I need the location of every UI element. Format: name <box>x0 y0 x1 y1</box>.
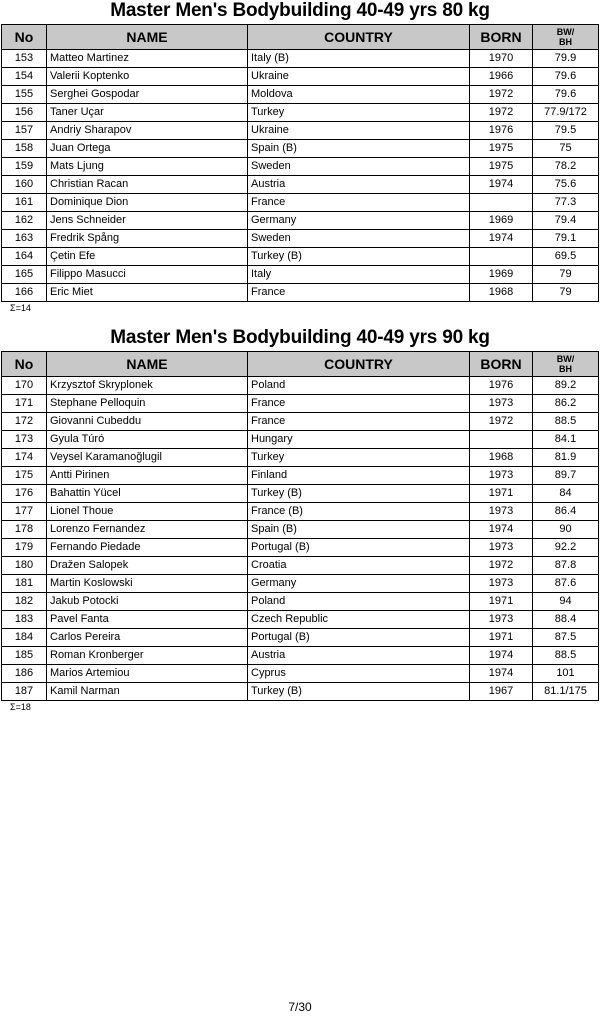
cell-bwbh: 87.8 <box>533 557 599 575</box>
results-table <box>1 351 599 701</box>
cell-born: 1971 <box>470 593 533 611</box>
cell-no: 153 <box>2 50 47 68</box>
cell-name: Veysel Karamanoğlugil <box>47 449 248 467</box>
table-row <box>2 485 599 503</box>
table-row <box>2 86 599 104</box>
cell-country: France (B) <box>248 503 470 521</box>
cell-country: Austria <box>248 647 470 665</box>
table-body <box>2 50 599 302</box>
cell-country: Italy <box>248 266 470 284</box>
cell-born: 1970 <box>470 50 533 68</box>
cell-bwbh: 87.5 <box>533 629 599 647</box>
cell-name: Jens Schneider <box>47 212 248 230</box>
table-row <box>2 176 599 194</box>
cell-name: Taner Uçar <box>47 104 248 122</box>
table-row <box>2 647 599 665</box>
cell-country: Turkey <box>248 449 470 467</box>
cell-bwbh: 86.4 <box>533 503 599 521</box>
cell-bwbh: 89.7 <box>533 467 599 485</box>
cell-no: 186 <box>2 665 47 683</box>
cell-country: France <box>248 413 470 431</box>
cell-no: 171 <box>2 395 47 413</box>
cell-bwbh: 75 <box>533 140 599 158</box>
table-body <box>2 377 599 701</box>
page-number: 7/30 <box>288 1000 312 1014</box>
cell-country: Spain (B) <box>248 140 470 158</box>
cell-born <box>470 431 533 449</box>
cell-no: 158 <box>2 140 47 158</box>
cell-country: Germany <box>248 212 470 230</box>
header-bwbh-top: BW/ <box>556 27 575 37</box>
header-born: BORN <box>470 352 533 377</box>
section-90kg <box>0 327 600 713</box>
cell-no: 179 <box>2 539 47 557</box>
cell-country: Moldova <box>248 86 470 104</box>
cell-born: 1974 <box>470 176 533 194</box>
cell-bwbh: 79.1 <box>533 230 599 248</box>
table-row <box>2 158 599 176</box>
header-bwbh-top: BW/ <box>556 354 575 364</box>
cell-no: 166 <box>2 284 47 302</box>
table-header-row <box>2 352 599 377</box>
cell-name: Fernando Piedade <box>47 539 248 557</box>
table-row <box>2 683 599 701</box>
cell-name: Lorenzo Fernandez <box>47 521 248 539</box>
header-bwbh <box>533 352 599 377</box>
table-row <box>2 266 599 284</box>
cell-bwbh: 79.6 <box>533 86 599 104</box>
cell-name: Dominique Dion <box>47 194 248 212</box>
cell-name: Stephane Pelloquin <box>47 395 248 413</box>
cell-country: France <box>248 395 470 413</box>
cell-born: 1973 <box>470 503 533 521</box>
cell-born: 1969 <box>470 266 533 284</box>
cell-name: Antti Pirinen <box>47 467 248 485</box>
cell-bwbh: 81.1/175 <box>533 683 599 701</box>
cell-no: 164 <box>2 248 47 266</box>
cell-name: Martin Koslowski <box>47 575 248 593</box>
table-row <box>2 557 599 575</box>
cell-country: Ukraine <box>248 68 470 86</box>
cell-country: Portugal (B) <box>248 629 470 647</box>
cell-no: 162 <box>2 212 47 230</box>
cell-born: 1974 <box>470 647 533 665</box>
cell-name: Valerii Koptenko <box>47 68 248 86</box>
cell-born: 1975 <box>470 140 533 158</box>
cell-no: 170 <box>2 377 47 395</box>
cell-bwbh: 88.5 <box>533 413 599 431</box>
cell-born: 1972 <box>470 557 533 575</box>
cell-no: 184 <box>2 629 47 647</box>
cell-born: 1968 <box>470 449 533 467</box>
cell-country: Turkey (B) <box>248 683 470 701</box>
cell-born: 1972 <box>470 104 533 122</box>
cell-bwbh: 77.9/172 <box>533 104 599 122</box>
table-row <box>2 68 599 86</box>
cell-name: Çetin Efe <box>47 248 248 266</box>
cell-no: 183 <box>2 611 47 629</box>
cell-bwbh: 77.3 <box>533 194 599 212</box>
table-row <box>2 611 599 629</box>
cell-name: Bahattin Yücel <box>47 485 248 503</box>
cell-bwbh: 75.6 <box>533 176 599 194</box>
table-row <box>2 521 599 539</box>
cell-name: Carlos Pereira <box>47 629 248 647</box>
cell-no: 163 <box>2 230 47 248</box>
cell-born: 1973 <box>470 539 533 557</box>
header-bwbh-bottom: BH <box>559 37 572 47</box>
cell-country: Cyprus <box>248 665 470 683</box>
cell-bwbh: 101 <box>533 665 599 683</box>
cell-born: 1976 <box>470 122 533 140</box>
cell-country: France <box>248 194 470 212</box>
cell-bwbh: 79 <box>533 284 599 302</box>
table-row <box>2 50 599 68</box>
cell-no: 160 <box>2 176 47 194</box>
cell-name: Eric Miet <box>47 284 248 302</box>
cell-name: Giovanni Cubeddu <box>47 413 248 431</box>
cell-bwbh: 79.6 <box>533 68 599 86</box>
cell-country: Finland <box>248 467 470 485</box>
cell-born: 1973 <box>470 467 533 485</box>
cell-bwbh: 84 <box>533 485 599 503</box>
cell-bwbh: 79.9 <box>533 50 599 68</box>
cell-born: 1973 <box>470 611 533 629</box>
cell-name: Marios Artemiou <box>47 665 248 683</box>
table-row <box>2 212 599 230</box>
competitor-count: Σ=18 <box>10 702 31 712</box>
cell-bwbh: 78.2 <box>533 158 599 176</box>
cell-no: 182 <box>2 593 47 611</box>
table-row <box>2 413 599 431</box>
cell-bwbh: 79.5 <box>533 122 599 140</box>
table-row <box>2 395 599 413</box>
header-bwbh <box>533 25 599 50</box>
cell-country: Croatia <box>248 557 470 575</box>
cell-name: Roman Kronberger <box>47 647 248 665</box>
table-row <box>2 230 599 248</box>
cell-bwbh: 69.5 <box>533 248 599 266</box>
cell-no: 181 <box>2 575 47 593</box>
cell-name: Gyula Túró <box>47 431 248 449</box>
cell-bwbh: 87.6 <box>533 575 599 593</box>
cell-bwbh: 86.2 <box>533 395 599 413</box>
cell-bwbh: 84.1 <box>533 431 599 449</box>
cell-no: 159 <box>2 158 47 176</box>
table-row <box>2 284 599 302</box>
cell-country: Turkey (B) <box>248 485 470 503</box>
table-row <box>2 575 599 593</box>
table-row <box>2 449 599 467</box>
cell-country: Germany <box>248 575 470 593</box>
header-name: NAME <box>47 25 248 50</box>
cell-no: 180 <box>2 557 47 575</box>
cell-bwbh: 90 <box>533 521 599 539</box>
cell-name: Fredrik Spång <box>47 230 248 248</box>
cell-bwbh: 79 <box>533 266 599 284</box>
table-row <box>2 140 599 158</box>
table-row <box>2 539 599 557</box>
cell-no: 172 <box>2 413 47 431</box>
cell-name: Dražen Salopek <box>47 557 248 575</box>
cell-country: Turkey <box>248 104 470 122</box>
cell-country: Sweden <box>248 230 470 248</box>
cell-no: 177 <box>2 503 47 521</box>
cell-bwbh: 89.2 <box>533 377 599 395</box>
cell-born: 1973 <box>470 575 533 593</box>
cell-no: 154 <box>2 68 47 86</box>
cell-country: Czech Republic <box>248 611 470 629</box>
cell-born: 1971 <box>470 629 533 647</box>
cell-born: 1972 <box>470 86 533 104</box>
cell-bwbh: 88.5 <box>533 647 599 665</box>
competitor-count: Σ=14 <box>10 303 31 313</box>
cell-name: Serghei Gospodar <box>47 86 248 104</box>
cell-no: 176 <box>2 485 47 503</box>
table-row <box>2 467 599 485</box>
table-row <box>2 194 599 212</box>
table-row <box>2 503 599 521</box>
cell-bwbh: 92.2 <box>533 539 599 557</box>
cell-no: 165 <box>2 266 47 284</box>
cell-country: Sweden <box>248 158 470 176</box>
cell-country: Austria <box>248 176 470 194</box>
cell-country: Turkey (B) <box>248 248 470 266</box>
table-row <box>2 665 599 683</box>
cell-country: Hungary <box>248 431 470 449</box>
cell-no: 157 <box>2 122 47 140</box>
cell-born: 1966 <box>470 68 533 86</box>
section-title: Master Men's Bodybuilding 40-49 yrs 90 kg <box>110 327 490 348</box>
cell-no: 173 <box>2 431 47 449</box>
cell-born: 1975 <box>470 158 533 176</box>
cell-country: Poland <box>248 377 470 395</box>
cell-born: 1974 <box>470 230 533 248</box>
cell-born: 1968 <box>470 284 533 302</box>
cell-born <box>470 194 533 212</box>
cell-born: 1973 <box>470 395 533 413</box>
cell-country: Italy (B) <box>248 50 470 68</box>
results-table <box>1 24 599 302</box>
cell-born: 1974 <box>470 665 533 683</box>
cell-name: Lionel Thoue <box>47 503 248 521</box>
cell-bwbh: 94 <box>533 593 599 611</box>
cell-no: 174 <box>2 449 47 467</box>
table-row <box>2 593 599 611</box>
cell-country: Portugal (B) <box>248 539 470 557</box>
cell-country: France <box>248 284 470 302</box>
header-no: No <box>2 25 47 50</box>
cell-bwbh: 79.4 <box>533 212 599 230</box>
cell-no: 185 <box>2 647 47 665</box>
cell-name: Matteo Martinez <box>47 50 248 68</box>
cell-country: Poland <box>248 593 470 611</box>
cell-born: 1971 <box>470 485 533 503</box>
header-born: BORN <box>470 25 533 50</box>
cell-name: Krzysztof Skryplonek <box>47 377 248 395</box>
cell-name: Andriy Sharapov <box>47 122 248 140</box>
cell-country: Spain (B) <box>248 521 470 539</box>
table-row <box>2 431 599 449</box>
cell-country: Ukraine <box>248 122 470 140</box>
cell-bwbh: 81.9 <box>533 449 599 467</box>
header-no: No <box>2 352 47 377</box>
cell-no: 156 <box>2 104 47 122</box>
cell-born: 1969 <box>470 212 533 230</box>
cell-born <box>470 248 533 266</box>
cell-born: 1974 <box>470 521 533 539</box>
cell-no: 175 <box>2 467 47 485</box>
section-80kg <box>0 0 600 314</box>
cell-bwbh: 88.4 <box>533 611 599 629</box>
header-country: COUNTRY <box>248 352 470 377</box>
cell-name: Juan Ortega <box>47 140 248 158</box>
cell-born: 1967 <box>470 683 533 701</box>
cell-name: Mats Ljung <box>47 158 248 176</box>
cell-born: 1976 <box>470 377 533 395</box>
table-row <box>2 377 599 395</box>
cell-name: Filippo Masucci <box>47 266 248 284</box>
cell-name: Pavel Fanta <box>47 611 248 629</box>
section-title: Master Men's Bodybuilding 40-49 yrs 80 kg <box>110 0 490 21</box>
cell-no: 187 <box>2 683 47 701</box>
header-country: COUNTRY <box>248 25 470 50</box>
cell-name: Jakub Potocki <box>47 593 248 611</box>
cell-no: 155 <box>2 86 47 104</box>
header-name: NAME <box>47 352 248 377</box>
header-bwbh-bottom: BH <box>559 364 572 374</box>
table-row <box>2 629 599 647</box>
table-header-row <box>2 25 599 50</box>
cell-no: 178 <box>2 521 47 539</box>
cell-born: 1972 <box>470 413 533 431</box>
cell-name: Christian Racan <box>47 176 248 194</box>
cell-no: 161 <box>2 194 47 212</box>
table-row <box>2 104 599 122</box>
cell-name: Kamil Narman <box>47 683 248 701</box>
table-row <box>2 248 599 266</box>
table-row <box>2 122 599 140</box>
